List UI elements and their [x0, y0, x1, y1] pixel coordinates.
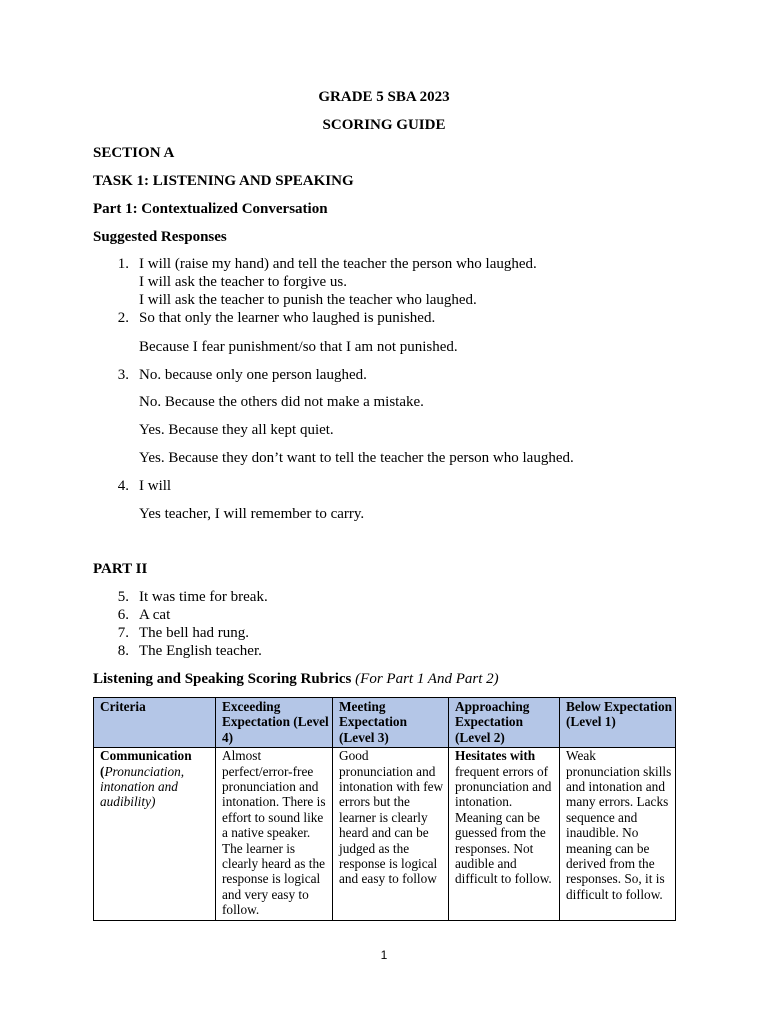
- rubric-title: Listening and Speaking Scoring Rubrics: [93, 671, 352, 687]
- level2-bold-text: Hesitates with: [455, 748, 536, 764]
- response-line: Because I fear punishment/so that I am not punished.: [139, 339, 458, 355]
- criteria-cell: [94, 748, 216, 920]
- response-line: I will ask the teacher to punish the teacher who laughed.: [139, 292, 477, 308]
- level2-text: frequent errors of pronunciation and intonation. Meaning can be guessed from the responses. Not audible and difficult to follow.: [455, 763, 552, 887]
- part1-heading: Part 1: Contextualized Conversation: [93, 201, 328, 217]
- level1-cell: Weak pronunciation skills and intonation and many errors. Lacks sequence and inaudible. No meaning can be derived from the responses. So, it is difficult to follow.: [560, 748, 676, 920]
- response-line: I will: [139, 478, 172, 494]
- section-heading: SECTION A: [93, 145, 175, 161]
- table-header-row: [94, 698, 676, 748]
- part2-heading: PART II: [93, 561, 148, 577]
- list-number: 1.: [117, 256, 129, 272]
- table-row: [94, 748, 676, 920]
- list-number: 5.: [117, 589, 129, 605]
- document-title: GRADE 5 SBA 2023: [318, 89, 450, 105]
- response-line: No. because only one person laughed.: [139, 367, 367, 383]
- list-number: 8.: [117, 643, 129, 659]
- column-header-criteria: Criteria: [94, 698, 216, 748]
- suggested-responses-heading: Suggested Responses: [93, 229, 227, 245]
- level3-cell: Good pronunciation and intonation with few errors but the learner is clearly heard and can be judged as the response is logical and easy to follow: [333, 748, 449, 920]
- answer-line: A cat: [139, 607, 171, 623]
- answer-line: The English teacher.: [139, 643, 262, 659]
- column-header-level1: Below Expectation (Level 1): [560, 698, 676, 748]
- column-header-level4: Exceeding Expectation (Level 4): [216, 698, 333, 748]
- level2-cell: [449, 748, 560, 920]
- criteria-title: Communication: [100, 748, 192, 764]
- criteria-paren: (: [100, 763, 105, 779]
- task-heading: TASK 1: LISTENING AND SPEAKING: [93, 173, 354, 189]
- list-number: 4.: [117, 478, 129, 494]
- list-number: 6.: [117, 607, 129, 623]
- level4-cell: Almost perfect/error-free pronunciation and intonation. There is effort to sound like a native speaker. The learner is clearly heard as the response is logical and very easy to follow.: [216, 748, 333, 920]
- column-header-level2: Approaching Expectation (Level 2): [449, 698, 560, 748]
- rubric-note: (For Part 1 And Part 2): [355, 671, 499, 687]
- list-number: 3.: [117, 367, 129, 383]
- response-line: Yes. Because they all kept quiet.: [139, 422, 334, 438]
- response-line: Yes. Because they don’t want to tell the teacher the person who laughed.: [139, 450, 574, 466]
- response-line: I will ask the teacher to forgive us.: [139, 274, 347, 290]
- answer-line: It was time for break.: [139, 589, 268, 605]
- response-line: So that only the learner who laughed is punished.: [139, 310, 436, 326]
- page-number: 1: [380, 948, 388, 962]
- rubric-heading: [93, 670, 499, 688]
- list-number: 2.: [117, 310, 129, 326]
- list-number: 7.: [117, 625, 129, 641]
- criteria-detail: Pronunciation, intonation and audibility): [100, 763, 185, 810]
- rubric-table: [93, 697, 676, 921]
- response-line: No. Because the others did not make a mistake.: [139, 394, 424, 410]
- answer-line: The bell had rung.: [139, 625, 249, 641]
- response-line: Yes teacher, I will remember to carry.: [139, 506, 365, 522]
- column-header-level3: Meeting Expectation (Level 3): [333, 698, 449, 748]
- response-line: I will (raise my hand) and tell the teacher the person who laughed.: [139, 256, 537, 272]
- document-subtitle: SCORING GUIDE: [322, 117, 446, 133]
